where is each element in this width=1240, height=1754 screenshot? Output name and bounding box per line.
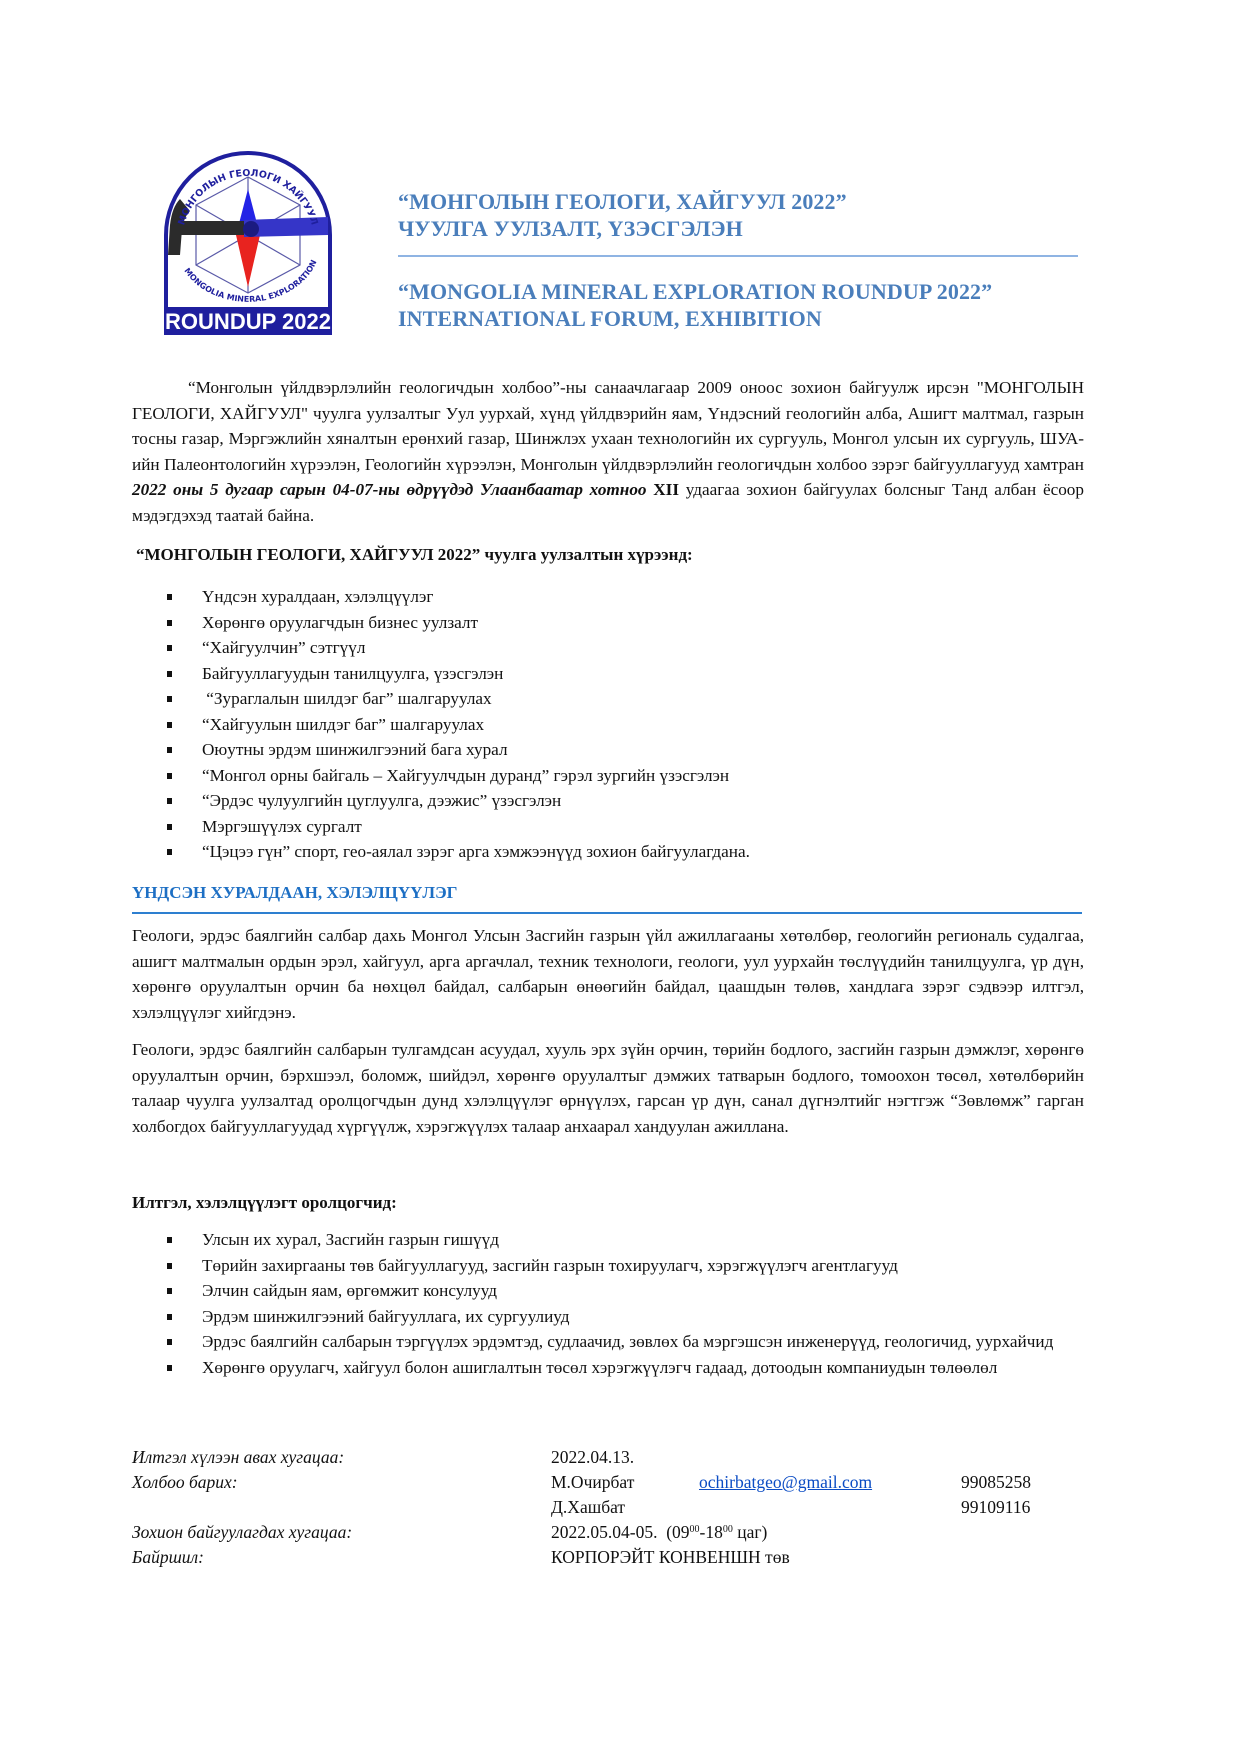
list-item-text: “Монгол орны байгаль – Хайгуулчдын дуранд” гэрэл зургийн үзэсгэлэн (202, 765, 730, 785)
bullet-icon (167, 1365, 172, 1371)
event-info (132, 1445, 1092, 1570)
list-item (132, 737, 1092, 763)
event-date-text: 2022.05.04-05. (09 (551, 1522, 690, 1542)
list-item (132, 686, 1092, 712)
list-item-text: Үндсэн хуралдаан, хэлэлцүүлэг (202, 587, 434, 606)
section-divider (132, 912, 1082, 914)
list-item (132, 1227, 1084, 1253)
contact-phone: 99109116 (961, 1497, 1031, 1517)
list-item (132, 661, 1092, 687)
header-divider (398, 255, 1078, 257)
list-item (132, 1355, 1084, 1381)
list-item-text: Мэргэшүүлэх сургалт (202, 816, 362, 836)
info-row-contact-1 (132, 1470, 1092, 1495)
title-mongolian (398, 188, 847, 242)
event-date-label: Зохион байгуулагдах хугацаа: (132, 1522, 353, 1542)
list-item (132, 635, 1092, 661)
location-label: Байршил: (132, 1547, 204, 1567)
info-row-event-date (132, 1520, 1092, 1545)
bullet-icon (167, 1314, 172, 1320)
list-item-text: “Зураглалын шилдэг баг” шалгаруулах (202, 689, 492, 708)
list-item-text: Төрийн захиргааны төв байгууллагууд, засгийн газрын тохируулагч, хэрэгжүүлэгч агентлагууд (202, 1255, 898, 1275)
bullet-icon (167, 671, 172, 677)
intro-roman-numeral: XII (653, 480, 680, 499)
list-item-text: “Хайгуулын шилдэг баг” шалгаруулах (202, 714, 485, 734)
scope-heading: “МОНГОЛЫН ГЕОЛОГИ, ХАЙГУУЛ 2022” чуулга уулзалтын хүрээнд: (136, 545, 693, 564)
info-row-location (132, 1545, 1092, 1570)
bullet-icon (167, 798, 172, 804)
bullet-icon (167, 849, 172, 855)
title-mn-line1: “МОНГОЛЫН ГЕОЛОГИ, ХАЙГУУЛ 2022” (398, 189, 847, 214)
contact-name: Д.Хашбат (551, 1497, 626, 1517)
participants-heading: Илтгэл, хэлэлцүүлэгт оролцогчид: (132, 1193, 397, 1212)
bullet-icon (167, 747, 172, 753)
list-item-text: Хөрөнгө оруулагчдын бизнес уулзалт (202, 612, 478, 632)
event-start-minutes: 00 (689, 1524, 700, 1535)
list-item (132, 1304, 1084, 1330)
list-item-text: Улсын их хурал, Засгийн газрын гишүүд (202, 1230, 499, 1249)
list-item (132, 610, 1092, 636)
intro-text-1: “Монголын үйлдвэрлэлийн геологичдын холбоо”-ны санаачлагаар 2009 оноос зохион байгуулж ирсэн "МОНГОЛЫН ГЕОЛОГИ, ХАЙГУУЛ" чуулга уулзалтыг Уул уурхай, хүнд үйлдвэрийн яам, Үндэсний геологийн алба, Ашигт малтмал, газрын тосны газар, Мэргэжлийн хяналтын ерөнхий газар, Шинжлэх ухаан технологийн их сургууль, Монгол улсын их сургууль, ШУА-ийн Палеонтологийн хүрээлэн, Геологийн хүрээлэн, Монголын үйлдвэрлэлийн геологичдын холбоо зэрэг байгууллагууд хамтран (132, 378, 1084, 474)
list-item (132, 814, 1092, 840)
bullet-icon (167, 1339, 172, 1345)
list-item-text: Оюутны эрдэм шинжилгээний бага хурал (202, 740, 508, 759)
info-row-deadline (132, 1445, 1092, 1470)
title-en-line1: “MONGOLIA MINERAL EXPLORATION ROUNDUP 2022” (398, 279, 993, 304)
intro-date-emphasis: 2022 оны 5 дугаар сарын 04-07-ны өдрүүдэд Улаанбаатар хотноо (132, 480, 647, 499)
list-item-text: “Цэцээ гүн” спорт, гео-аялал зэрэг арга хэмжээнүүд зохион байгуулагдана. (202, 842, 750, 861)
bullet-icon (167, 594, 172, 600)
list-item (132, 763, 1092, 789)
bullet-icon (167, 722, 172, 728)
bullet-icon (167, 773, 172, 779)
list-item (132, 839, 1092, 865)
bullet-icon (167, 1263, 172, 1269)
section-title: ҮНДСЭН ХУРАЛДААН, ХЭЛЭЛЦҮҮЛЭГ (132, 883, 458, 902)
roundup-logo (160, 147, 336, 347)
logo-bottom-text: MONGOLIA MINERAL EXPLORATION (182, 258, 319, 304)
contact-phone: 99085258 (961, 1472, 1031, 1492)
intro-text-3: удаагаа зохион байгуулах болсныг Танд албан ёсоор мэдэгдэхэд таатай байна. (132, 480, 1084, 525)
bullet-icon (167, 824, 172, 830)
deadline-label: Илтгэл хүлээн авах хугацаа: (132, 1447, 345, 1467)
list-item (132, 1278, 1084, 1304)
section-paragraph-1: Геологи, эрдэс баялгийн салбар дахь Монгол Улсын Засгийн газрын үйл ажиллагааны хөтөлбөр, геологийн региональ судалгаа, ашигт малтмалын ордын эрэл, хайгуул, арга аргачлал, техник технологи, геологи, уул уурхайн төслүүдийн танилцуулга, үр дүн, хөрөнгө оруулалтын орчин ба нөхцөл байдал, салбарын өнөөгийн байдал, цаашдын төлөв, хандлага зэрэг сэдвээр илтгэл, хэлэлцүүлэг хийгдэнэ. (132, 926, 1084, 1022)
deadline-value: 2022.04.13. (551, 1447, 635, 1467)
event-end-minutes: 00 (722, 1524, 733, 1535)
contact-label: Холбоо барих: (132, 1472, 238, 1492)
event-date-value (551, 1520, 767, 1545)
list-item-text: Элчин сайдын яам, өргөмжит консулууд (202, 1281, 498, 1300)
contact-email-link[interactable]: ochirbatgeo@gmail.com (699, 1472, 873, 1492)
title-mn-line2: ЧУУЛГА УУЛЗАЛТ, ҮЗЭСГЭЛЭН (398, 216, 743, 241)
logo-banner-text: ROUNDUP 2022 (165, 309, 331, 334)
bullet-icon (167, 620, 172, 626)
bullet-icon (167, 645, 172, 651)
event-end-hour: -18 (699, 1522, 723, 1542)
contact-name: М.Очирбат (551, 1472, 635, 1492)
list-item (132, 1253, 1084, 1279)
intro-paragraph (132, 375, 1084, 528)
list-item-text: “Хайгуулчин” сэтгүүл (202, 638, 366, 657)
list-item (132, 584, 1092, 610)
bullet-icon (167, 696, 172, 702)
location-value: КОРПОРЭЙТ КОНВЕНШН төв (551, 1547, 790, 1567)
list-item-text: Байгууллагуудын танилцуулга, үзэсгэлэн (202, 663, 504, 683)
list-item (132, 788, 1092, 814)
list-item-text: “Эрдэс чулуулгийн цуглуулга, дээжис” үзэсгэлэн (202, 791, 562, 810)
logo-graphic (160, 147, 336, 347)
list-item (132, 1329, 1084, 1355)
scope-list (132, 584, 1092, 865)
info-row-contact-2 (132, 1495, 1092, 1520)
participants-list (132, 1227, 1084, 1380)
list-item-text: Хөрөнгө оруулагч, хайгуул болон ашиглалтын төсөл хэрэгжүүлэгч гадаад, дотоодын компаниудын төлөөлөл (202, 1357, 998, 1377)
list-item-text: Эрдэс баялгийн салбарын тэргүүлэх эрдэмтэд, судлаачид, зөвлөх ба мэргэшсэн инженерүүд, геологичид, уурхайчид (202, 1332, 1054, 1351)
list-item (132, 712, 1092, 738)
bullet-icon (167, 1288, 172, 1294)
logo-top-text: МОНГОЛЫН ГЕОЛОГИ ХАЙГУУЛ (176, 167, 320, 227)
section-paragraph-2: Геологи, эрдэс баялгийн салбарын тулгамдсан асуудал, хууль эрх зүйн орчин, төрийн бодлого, засгийн газрын дэмжлэг, хөрөнгө оруулалтын орчин, бэрхшээл, боломж, шийдэл, хөрөнгө оруулалтыг дэмжих татварын бодлого, томоохон төсөл, хөтөлбөрийн талаар чуулга уулзалтад оролцогчдын дунд хэлэлцүүлэг өрнүүлэх, гарсан үр дүн, санал дүгнэлтийг нэгтгэж “Зөвлөмж” гарган холбогдох байгууллагуудад хүргүүлж, хэрэгжүүлэх талаар анхаарал хандуулан ажиллана. (132, 1040, 1084, 1136)
title-english (398, 278, 992, 332)
bullet-icon (167, 1237, 172, 1243)
title-en-line2: INTERNATIONAL FORUM, EXHIBITION (398, 306, 822, 331)
event-time-suffix: цаг) (732, 1522, 768, 1542)
list-item-text: Эрдэм шинжилгээний байгууллага, их сургуулиуд (202, 1306, 570, 1326)
